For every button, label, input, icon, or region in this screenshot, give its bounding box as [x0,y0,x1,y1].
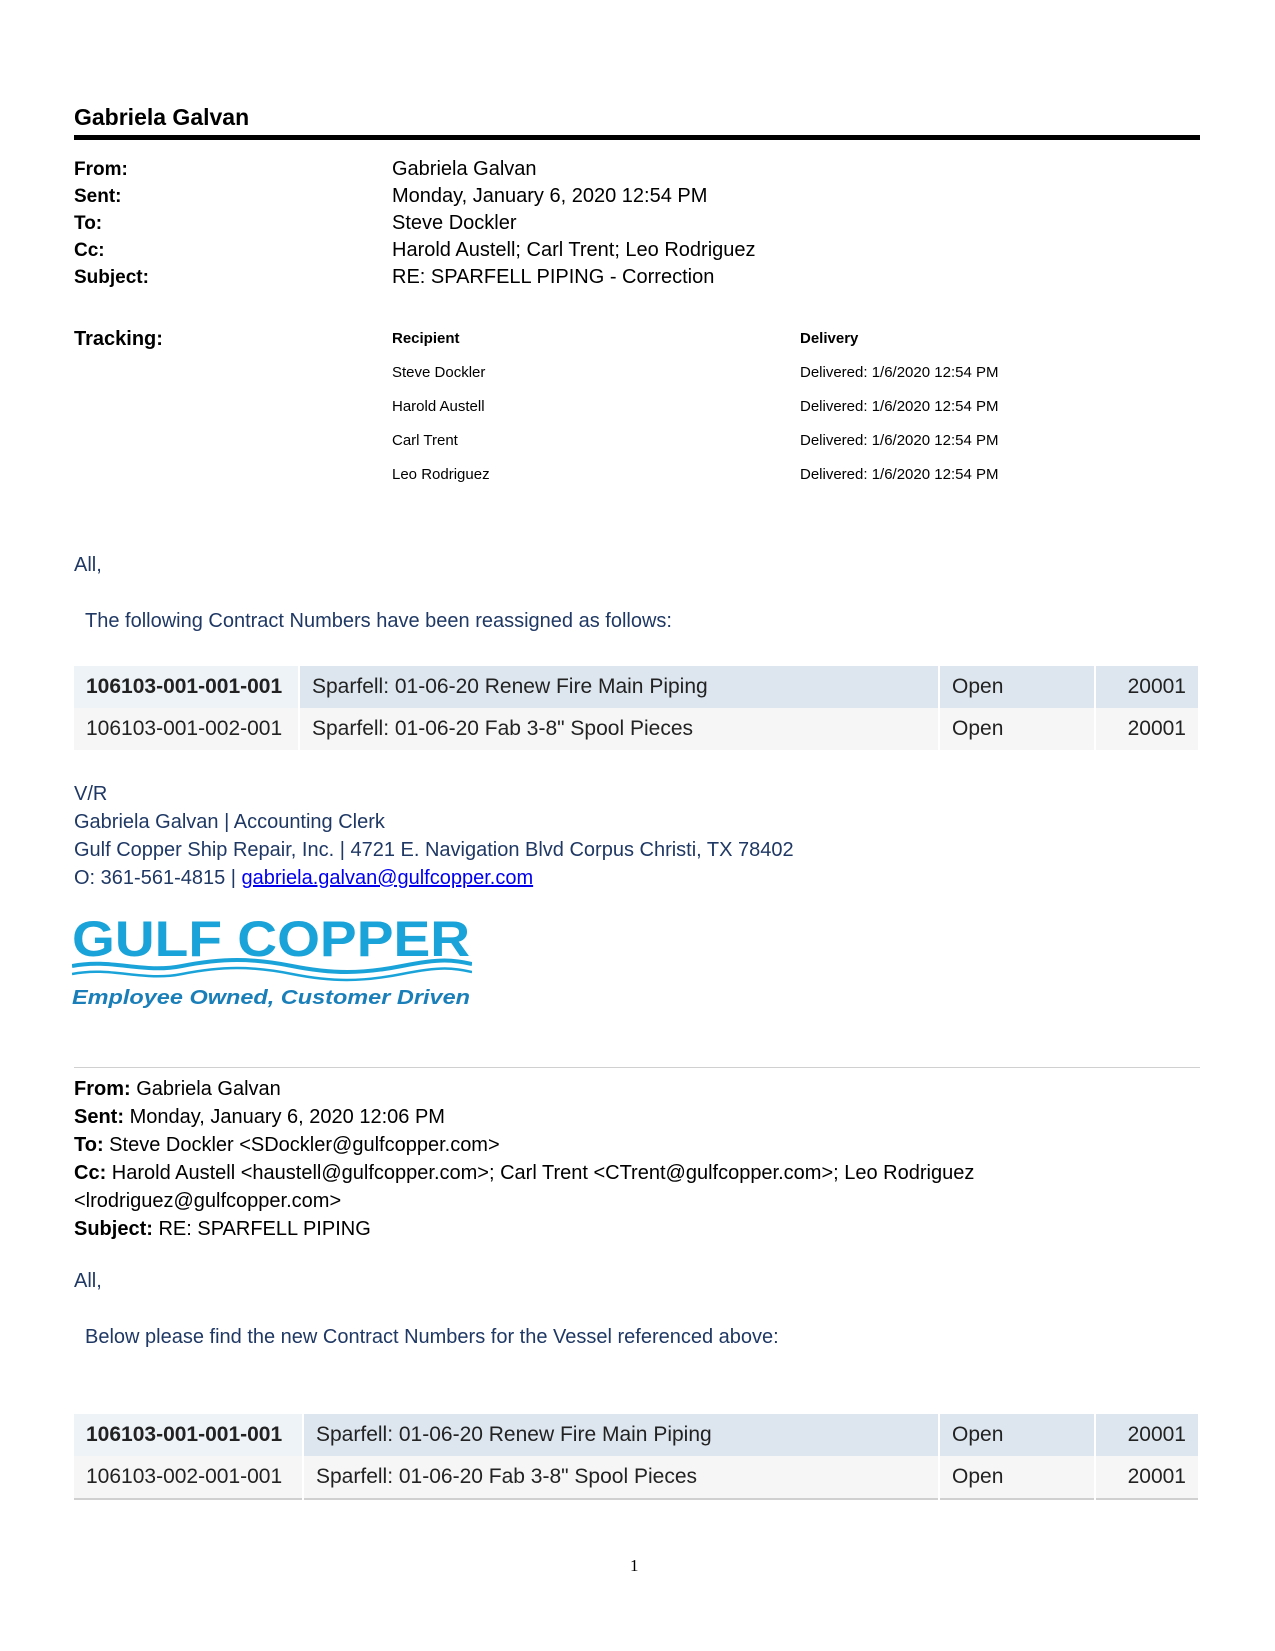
sig-phone: O: 361-561-4815 | [74,867,242,889]
logo-tagline: Employee Owned, Customer Driven [72,987,470,1008]
contract-table [74,666,1198,750]
contract-number: 106103-002-001-001 [74,1456,303,1499]
fwd-subject-label: Subject: [74,1218,153,1240]
title-divider [74,135,1200,140]
to-value: Steve Dockler [392,212,517,234]
contract-code: 20001 [1095,1456,1198,1499]
fwd-from [74,1075,281,1103]
greeting: All, [74,554,102,576]
cc-label: Cc: [74,240,105,261]
table-row [74,1456,1198,1499]
page-number: 1 [630,1556,639,1575]
table-row [74,708,1198,750]
contract-description: Sparfell: 01-06-20 Renew Fire Main Piping [303,1414,939,1456]
tracking-recipient: Carl Trent [392,432,458,449]
tracking-delivery: Delivered: 1/6/2020 12:54 PM [800,398,999,415]
contract-description: Sparfell: 01-06-20 Renew Fire Main Piping [299,666,939,708]
recipient-header: Recipient [392,330,460,347]
fwd-greeting: All, [74,1270,102,1292]
fwd-sent [74,1103,445,1131]
from-label: From: [74,159,128,180]
fwd-to-value: Steve Dockler <SDockler@gulfcopper.com> [109,1134,500,1156]
to-label: To: [74,213,103,234]
fwd-cc-label: Cc: [74,1162,107,1184]
body-intro: The following Contract Numbers have been reassigned as follows: [85,610,672,632]
gulf-copper-logo [72,908,472,1008]
contract-status: Open [939,1456,1095,1499]
from-value: Gabriela Galvan [392,158,537,180]
contract-code: 20001 [1095,1414,1198,1456]
message-separator [74,1067,1200,1068]
contract-number: 106103-001-001-001 [74,1414,303,1456]
contract-description: Sparfell: 01-06-20 Fab 3-8" Spool Pieces [303,1456,939,1499]
contract-code: 20001 [1095,666,1198,708]
logo-wordmark: GULF COPPER [72,911,470,967]
sender-title: Gabriela Galvan [74,104,250,130]
sent-label: Sent: [74,186,122,207]
sig-closing: V/R [74,783,108,805]
fwd-from-value: Gabriela Galvan [136,1078,281,1100]
fwd-intro: Below please find the new Contract Numbers for the Vessel referenced above: [85,1326,779,1348]
table-row [74,1414,1198,1456]
fwd-from-label: From: [74,1078,131,1100]
contract-number: 106103-001-001-001 [74,666,299,708]
contract-table [74,1414,1198,1500]
sig-name-title: Gabriela Galvan | Accounting Clerk [74,811,385,833]
contract-status: Open [939,708,1095,750]
subject-label: Subject: [74,267,149,288]
fwd-subject [74,1215,371,1243]
delivery-header: Delivery [800,330,859,347]
contract-status: Open [939,666,1095,708]
fwd-cc-continued: <lrodriguez@gulfcopper.com> [74,1190,342,1212]
contract-code: 20001 [1095,708,1198,750]
fwd-to-label: To: [74,1134,104,1156]
fwd-cc [74,1159,974,1187]
subject-value: RE: SPARFELL PIPING - Correction [392,266,715,288]
tracking-label: Tracking: [74,328,163,350]
tracking-delivery: Delivered: 1/6/2020 12:54 PM [800,466,999,483]
email-link[interactable]: gabriela.galvan@gulfcopper.com [241,867,534,889]
tracking-recipient: Leo Rodriguez [392,466,490,483]
tracking-delivery: Delivered: 1/6/2020 12:54 PM [800,432,999,449]
tracking-delivery: Delivered: 1/6/2020 12:54 PM [800,364,999,381]
contract-number: 106103-001-002-001 [74,708,299,750]
fwd-cc-value: Harold Austell <haustell@gulfcopper.com>; Carl Trent <CTrent@gulfcopper.com>; Leo Rodriguez [111,1162,975,1184]
sig-company-address: Gulf Copper Ship Repair, Inc. | 4721 E. Navigation Blvd Corpus Christi, TX 78402 [74,839,794,861]
sig-contact [74,864,533,892]
fwd-subject-value: RE: SPARFELL PIPING [158,1218,371,1240]
fwd-to [74,1131,500,1159]
contract-status: Open [939,1414,1095,1456]
table-row [74,666,1198,708]
tracking-recipient: Steve Dockler [392,364,486,381]
sent-value: Monday, January 6, 2020 12:54 PM [392,185,708,207]
cc-value: Harold Austell; Carl Trent; Leo Rodriguez [392,239,756,261]
fwd-sent-value: Monday, January 6, 2020 12:06 PM [129,1106,445,1128]
logo-wave [72,968,472,980]
tracking-recipient: Harold Austell [392,398,485,415]
contract-description: Sparfell: 01-06-20 Fab 3-8" Spool Pieces [299,708,939,750]
fwd-sent-label: Sent: [74,1106,124,1128]
